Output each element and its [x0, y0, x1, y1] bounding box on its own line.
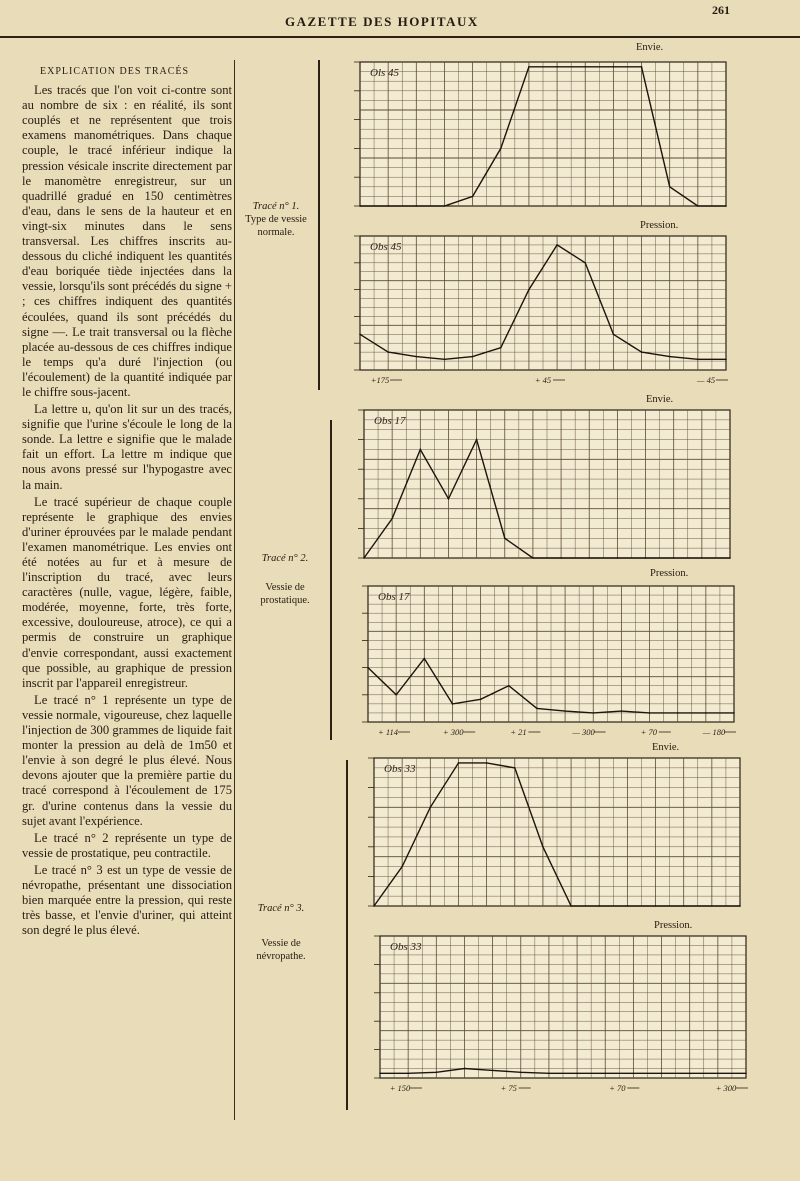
- data-point: [480, 699, 482, 701]
- trace-3-pression-graph: [358, 930, 750, 1102]
- page-header: [0, 0, 800, 40]
- data-point: [584, 66, 586, 68]
- injection-annotation: + 300: [442, 727, 464, 737]
- data-point: [564, 710, 566, 712]
- data-point: [683, 905, 685, 907]
- graph-stamp: Obs 33: [390, 941, 422, 953]
- data-point: [520, 1072, 522, 1074]
- data-point: [504, 537, 506, 539]
- injection-annotation: + 21: [510, 727, 527, 737]
- figure-3-rule: [346, 760, 348, 1110]
- data-point: [633, 1072, 635, 1074]
- data-point: [556, 244, 558, 246]
- data-point: [621, 710, 623, 712]
- data-point: [436, 1072, 438, 1074]
- panel-label-pression: Pression.: [654, 920, 693, 931]
- data-point: [645, 557, 647, 559]
- article-paragraph: Le tracé n° 2 représente un type de vessie de prostatique, peu contractile.: [22, 830, 232, 860]
- data-point: [705, 712, 707, 714]
- data-point: [548, 1072, 550, 1074]
- data-point: [739, 905, 741, 907]
- data-point: [697, 358, 699, 360]
- data-point: [725, 205, 727, 207]
- injection-annotation: + 150: [389, 1083, 411, 1093]
- data-point: [387, 351, 389, 353]
- graph-panel: [338, 230, 730, 394]
- graph-stamp: Obs 33: [384, 763, 416, 775]
- panel-label-pression: Pression.: [650, 568, 689, 579]
- data-point: [641, 351, 643, 353]
- data-point: [528, 66, 530, 68]
- graph-panel: [346, 580, 738, 746]
- panel-label-envie: Envie.: [636, 42, 664, 53]
- graph-panel: [352, 752, 744, 912]
- data-point: [717, 1072, 719, 1074]
- trace-label: Tracé n° 1.: [252, 201, 300, 212]
- data-point: [420, 449, 422, 451]
- data-point: [500, 148, 502, 150]
- data-point: [598, 905, 600, 907]
- graph-panel: [338, 56, 730, 212]
- data-point: [588, 557, 590, 559]
- trace-label: Tracé n° 2.: [261, 553, 309, 564]
- data-point: [536, 708, 538, 710]
- graph-stamp: Ols 45: [370, 67, 400, 79]
- data-point: [373, 905, 375, 907]
- injection-annotation: — 300: [572, 727, 595, 737]
- data-point: [508, 685, 510, 687]
- figure-2-rule: [330, 420, 332, 740]
- data-point: [379, 1072, 381, 1074]
- figure-1-rule: [318, 60, 320, 390]
- data-point: [584, 262, 586, 264]
- injection-annotation: + 70: [609, 1083, 626, 1093]
- injection-annotation: +175: [370, 375, 390, 385]
- data-point: [542, 846, 544, 848]
- data-point: [570, 905, 572, 907]
- data-point: [556, 66, 558, 68]
- data-point: [472, 356, 474, 358]
- injection-annotation: — 180: [702, 727, 726, 737]
- type-label: Type de vessie normale.: [245, 214, 307, 238]
- data-point: [492, 1070, 494, 1072]
- data-point: [458, 762, 460, 764]
- data-point: [745, 1072, 747, 1074]
- header-rule: [0, 36, 800, 38]
- data-point: [532, 557, 534, 559]
- data-point: [448, 498, 450, 500]
- data-point: [416, 205, 418, 207]
- data-point: [576, 1072, 578, 1074]
- figure-1-caption: [236, 200, 316, 239]
- data-point: [701, 557, 703, 559]
- data-point: [363, 557, 365, 559]
- data-point: [604, 1072, 606, 1074]
- trace-2-envie-graph: [342, 404, 734, 564]
- graph-panel: [358, 930, 750, 1102]
- data-point: [416, 356, 418, 358]
- panel-label-pression: Pression.: [640, 220, 679, 231]
- column-divider: [234, 60, 235, 1120]
- data-point: [613, 333, 615, 335]
- panel-label-envie: Envie.: [652, 742, 680, 753]
- data-point: [677, 712, 679, 714]
- trace-1-pression-graph: [338, 230, 730, 394]
- data-point: [673, 557, 675, 559]
- data-point: [500, 347, 502, 349]
- data-point: [641, 66, 643, 68]
- figure-3-caption: [236, 902, 326, 963]
- graph-panel: [342, 404, 734, 564]
- data-point: [627, 905, 629, 907]
- data-point: [697, 205, 699, 207]
- data-point: [655, 905, 657, 907]
- data-point: [649, 712, 651, 714]
- article-paragraph: Le tracé n° 1 représente un type de vessie normale, vigoureuse, chez laquelle l'injection de 300 grammes de liquide fait monter la pression au delà de 1m50 et l'envie à son degré le plus élevé. Nous devons ajouter que la première partie du tracé correspond à l'écoulement de 175 gr. d'urine contenus dans la vessie du sujet avant l'expérience.: [22, 692, 232, 828]
- type-label: Vessie de névropathe.: [256, 938, 306, 962]
- data-point: [711, 905, 713, 907]
- graph-stamp: Obs 45: [370, 241, 402, 253]
- injection-annotation: + 45: [534, 375, 552, 385]
- article-paragraph: Le tracé supérieur de chaque couple représente le graphique des envies d'uriner éprouvées par le malade pendant l'examen manométrique. Les envies ont été notées au fur et à mesure de l'inscription du tracé, avec leurs caractères (nulle, vague, légère, faible, modérée, moyenne, forte, très forte, excessive, douloureuse, atroce), ce qui a permis de construire un graphique d'envie correspondant, aussi exactement que possible, au graphique de pression inscrit par l'appareil enregistreur.: [22, 494, 232, 690]
- trace-3-envie-graph: [352, 752, 744, 912]
- injection-annotation: + 70: [640, 727, 657, 737]
- data-point: [395, 694, 397, 696]
- injection-annotation: + 114: [378, 727, 398, 737]
- data-point: [661, 1072, 663, 1074]
- article-paragraph: La lettre u, qu'on lit sur un des tracés, signifie que l'urine s'écoule le long de la sonde. La lettre e signifie que le malade fait un effort. La lettre m indique que nous avons pressé sur l'hypogastre avec la main.: [22, 402, 232, 492]
- data-point: [617, 557, 619, 559]
- trace-2-pression-graph: [346, 580, 738, 746]
- data-point: [733, 712, 735, 714]
- data-point: [430, 807, 432, 809]
- data-point: [486, 762, 488, 764]
- running-title: GAZETTE DES HOPITAUX: [285, 14, 479, 29]
- data-point: [729, 557, 731, 559]
- trace-1-envie-graph: [338, 56, 730, 212]
- figure-2-caption: [240, 552, 330, 607]
- data-point: [444, 205, 446, 207]
- data-point: [528, 289, 530, 291]
- data-point: [452, 703, 454, 705]
- data-point: [401, 866, 403, 868]
- data-point: [476, 439, 478, 441]
- page-number: 261: [712, 3, 730, 17]
- data-point: [592, 712, 594, 714]
- data-point: [359, 333, 361, 335]
- data-point: [387, 205, 389, 207]
- data-point: [359, 205, 361, 207]
- data-point: [514, 767, 516, 769]
- article-paragraph: Les tracés que l'on voit ci-contre sont au nombre de six : en réalité, ils sont couplés et ne représentent que trois examens manométriques. Dans chaque couple, le tracé inférieur indique la pression vésicale inscrite directement par le manomètre enregistreur, sur un quadrillé gradué en 150 centimètres d'eau, dans le sens de la hauteur et en vingt-six minutes dans le sens transversal. Les chiffres inscrits au-dessous du cliché indiquent les quantités d'eau boriquée tiède injectées dans la vessie, lorsqu'ils sont précédés du signe + ; ces chiffres indiquent des quantités écoulées, quand ils sont précédés du signe —. Le trait transversal ou la flèche placée au-dessous de ces chiffres indique le temps qu'a duré l'injection (ou l'écoulement) de la quantité indiquée par le chiffre sous-jacent.: [22, 83, 232, 399]
- data-point: [613, 66, 615, 68]
- injection-annotation: + 75: [500, 1083, 517, 1093]
- article-paragraph: Le tracé n° 3 est un type de vessie de névropathe, présentant une dissociation bien marquée entre la pression, qui reste très basse, et l'envie d'uriner, qui atteint son degré le plus élevé.: [22, 862, 232, 938]
- type-label: Vessie de prostatique.: [260, 582, 310, 606]
- data-point: [725, 358, 727, 360]
- data-point: [367, 667, 369, 669]
- data-point: [560, 557, 562, 559]
- graph-stamp: Obs 17: [378, 591, 410, 603]
- data-point: [464, 1068, 466, 1070]
- data-point: [689, 1072, 691, 1074]
- data-point: [669, 356, 671, 358]
- injection-annotation: — 45: [696, 375, 716, 385]
- article-heading: EXPLICATION DES TRACÉS: [40, 66, 190, 77]
- data-point: [669, 186, 671, 188]
- data-point: [391, 518, 393, 520]
- panel-label-envie: Envie.: [646, 394, 674, 405]
- data-point: [472, 196, 474, 198]
- article-column: [22, 64, 232, 940]
- data-point: [444, 358, 446, 360]
- injection-annotation: + 300: [715, 1083, 737, 1093]
- data-point: [407, 1072, 409, 1074]
- trace-label: Tracé n° 3.: [257, 903, 305, 914]
- graph-stamp: Obs 17: [374, 415, 406, 427]
- data-point: [424, 658, 426, 660]
